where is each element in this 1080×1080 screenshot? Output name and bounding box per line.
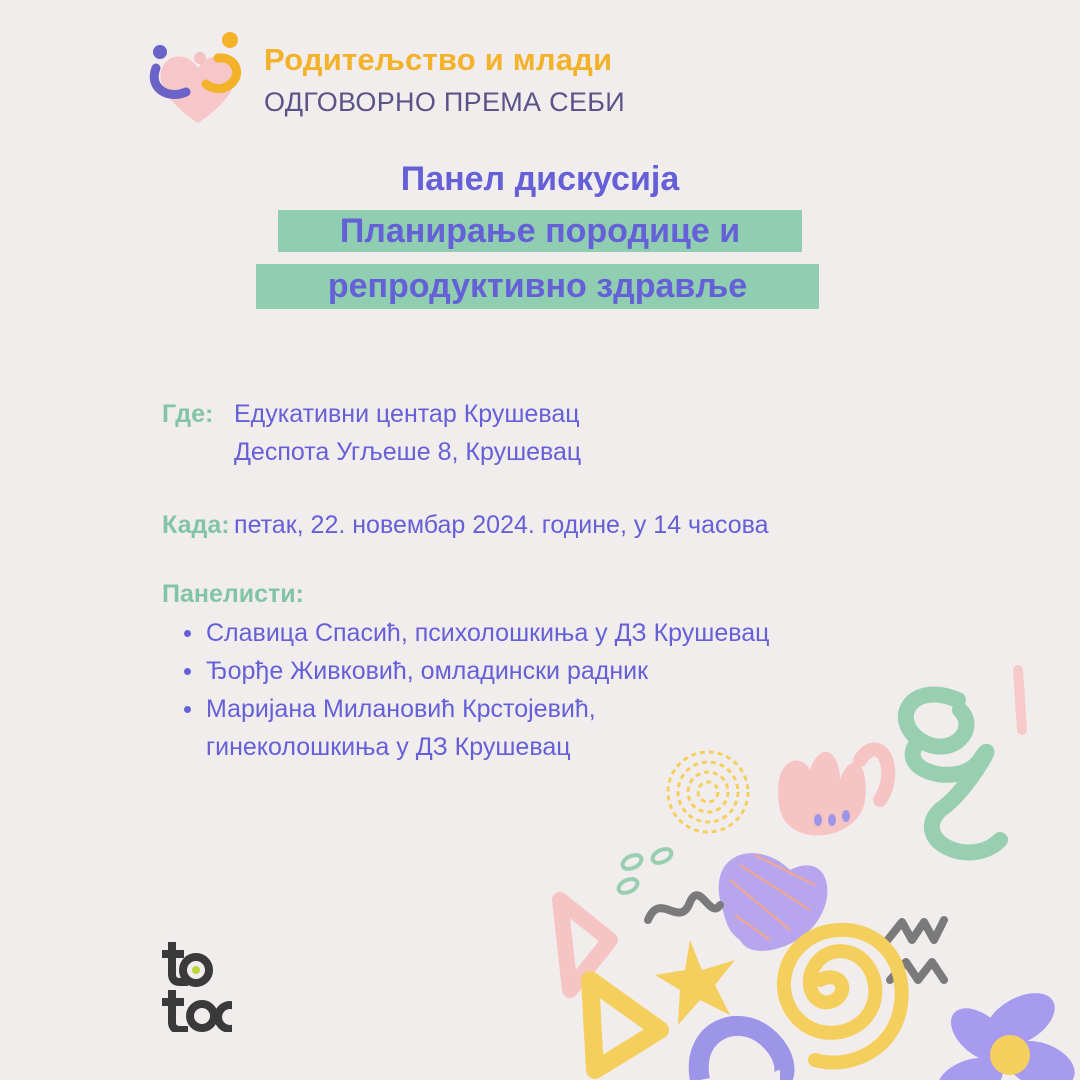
bullet-icon [184,668,191,675]
panelist-name: Ђорђе Живковић, омладински радник [206,657,649,685]
decorative-doodles [540,640,1080,1080]
bullet-icon [184,706,191,713]
partner-logo-icon [158,940,232,1032]
event-topic-line-1: Планирање породице и [278,210,802,252]
panelist-name: Славица Спасић, психолошкиња у ДЗ Крушевац [206,619,770,647]
event-heading: Панел дискусија [400,160,680,198]
panelist-name: Маријана Милановић Крстојевић, [206,695,596,723]
pink-blob-shape [778,752,866,836]
grey-zigzag-shape [648,895,720,920]
where-venue: Едукативни центар Крушевац [234,400,580,428]
event-topic-line-2: репродуктивно здравље [256,264,819,309]
when-row [162,511,769,540]
where-label: Где: [162,400,214,428]
bullet-icon [184,630,191,637]
brand-title: Родитељство и млади [264,42,613,77]
yellow-dotted-spiral [668,752,748,832]
panelists-label: Панелисти: [162,580,304,608]
brand-logo-icon [148,28,248,130]
green-ovals [616,846,673,895]
yellow-triangle-shape [590,980,660,1070]
where-address: Деспота Угљеше 8, Крушевац [234,438,582,466]
yellow-spiral-shape [784,930,902,1063]
when-label: Када: [162,511,230,539]
yellow-star-shape [655,940,735,1025]
when-value: петак, 22. новембар 2024. године, у 14 часова [234,511,769,539]
green-squiggle-shape [906,695,1000,853]
purple-flower-shape [931,982,1080,1080]
purple-arc-shape [699,1026,785,1080]
brand-subtitle: ОДГОВОРНО ПРЕМА СЕБИ [264,87,625,117]
panelist-name-continuation: гинеколошкиња у ДЗ Крушевац [206,733,571,761]
